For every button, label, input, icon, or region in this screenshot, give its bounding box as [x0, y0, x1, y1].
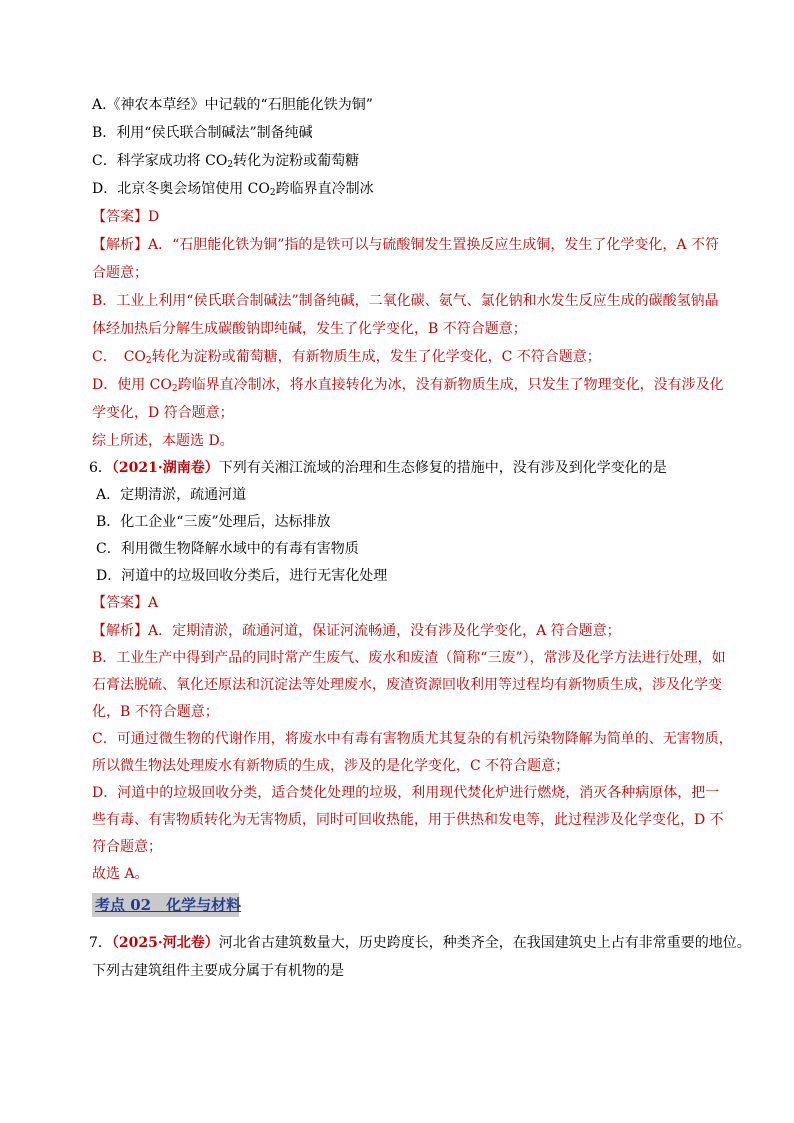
- q5-option-b: B．利用“侯氏联合制碱法”制备纯碱: [92, 125, 313, 141]
- q5-analysis-c-post: 转化为淀粉或葡萄糖，有新物质生成，发生了化学变化，C 不符合题意；: [151, 349, 601, 365]
- q5-option-c-post: 转化为淀粉或葡萄糖: [233, 153, 360, 169]
- q6-answer: 【答案】A: [92, 595, 159, 611]
- q5-analysis-line-4: 体经加热后分解生成碳酸钠即纯碱，发生了化学变化，B 不符合题意；: [92, 321, 527, 337]
- q6-option-a: A．定期清淤，疏通河道: [96, 487, 247, 503]
- q5-option-d: [92, 180, 374, 202]
- q7-stem-line-2: 下列古建筑组件主要成分属于有机物的是: [92, 963, 344, 979]
- q6-analysis-line-3: 石膏法脱硫、氧化还原法和沉淀法等处理废水，废渣资源回收利用等过程均有新物质生成，涉及化学变: [92, 677, 722, 693]
- q6-number: 6．: [89, 460, 112, 476]
- q5-summary: 综上所述，本题选 D。: [92, 433, 234, 449]
- q5-analysis-d-post: 跨临界直冷制冰，将水直接转化为冰，没有新物质生成，只发生了物理变化，没有涉及化: [177, 377, 724, 393]
- q7-number: 7．: [89, 935, 112, 951]
- q5-analysis-d-cont: 学变化，D 符合题意；: [92, 405, 234, 421]
- q5-answer: 【答案】D: [92, 209, 160, 225]
- q6-analysis-line-5: C．可通过微生物的代谢作用，将废水中有毒有害物质尤其复杂的有机污染物降解为简单的、无害物质，: [92, 731, 733, 747]
- q5-analysis-line-1: 【解析】A．“石胆能化铁为铜”指的是铁可以与硫酸铜发生置换反应生成铜，发生了化学变化，A 不符: [92, 237, 719, 253]
- q5-analysis-c-pre: C． CO: [92, 349, 146, 365]
- section-title: 考点 02 化学与材料: [95, 896, 242, 914]
- q5-option-c: [92, 152, 359, 174]
- q7-stem-text: 河北省古建筑数量大，历史跨度长，种类齐全，在我国建筑史上占有非常重要的地位。: [218, 935, 751, 951]
- q6-analysis-line-1: 【解析】A．定期清淤，疏通河道，保证河流畅通，没有涉及化学变化，A 符合题意；: [92, 623, 621, 639]
- q6-stem: [89, 459, 667, 477]
- q5-option-a: A.《神农本草经》中记载的“石胆能化铁为铜”: [92, 97, 373, 113]
- q5-option-c-sub: 2: [227, 160, 234, 170]
- q6-analysis-line-4: 化，B 不符合题意；: [92, 704, 219, 720]
- q5-option-d-pre: D．北京冬奥会场馆使用 CO: [92, 181, 270, 197]
- q5-option-c-pre: C．科学家成功将 CO: [92, 153, 228, 169]
- q5-analysis-d-sub: 2: [171, 384, 178, 394]
- q6-source: （2021·湖南卷）: [111, 460, 219, 476]
- q5-analysis-d: [92, 376, 724, 398]
- q7-source: （2025·河北卷）: [111, 935, 219, 951]
- q5-analysis-line-2: 合题意；: [92, 265, 148, 281]
- q5-option-d-post: 跨临界直冷制冰: [275, 181, 374, 197]
- q6-summary: 故选 A。: [92, 866, 149, 882]
- q6-option-b: B．化工企业“三废”处理后，达标排放: [96, 514, 331, 530]
- q5-analysis-c-sub: 2: [145, 356, 152, 366]
- q5-analysis-c: [92, 348, 601, 370]
- q6-analysis-line-6: 所以微生物法处理废水有新物质的生成，涉及的是化学变化，C 不符合题意；: [92, 758, 570, 774]
- section-header: [92, 893, 242, 917]
- q6-option-c: C．利用微生物降解水域中的有毒有害物质: [96, 541, 359, 557]
- q6-analysis-line-7: D．河道中的垃圾回收分类，适合焚化处理的垃圾，利用现代焚化炉进行燃烧，消灭各种病原体，把一: [92, 785, 720, 801]
- q6-analysis-line-9: 符合题意；: [92, 839, 162, 855]
- q6-analysis-line-2: B．工业生产中得到产品的同时常产生废气、废水和废渣（简称“三废”），常涉及化学方法进行处理，如: [92, 650, 726, 666]
- q6-analysis-line-8: 些有毒、有害物质转化为无害物质，同时可回收热能，用于供热和发电等，此过程涉及化学变化，D 不: [92, 812, 724, 828]
- q6-option-d: D．河道中的垃圾回收分类后，进行无害化处理: [96, 568, 388, 584]
- q5-analysis-line-3: B．工业上利用“侯氏联合制碱法”制备纯碱，二氧化碳、氨气、氯化钠和水发生反应生成的碳酸氢钠晶: [92, 293, 719, 309]
- q6-stem-text: 下列有关湘江流域的治理和生态修复的措施中，没有涉及到化学变化的是: [218, 460, 667, 476]
- q7-stem: [89, 934, 751, 952]
- q5-analysis-d-pre: D．使用 CO: [92, 377, 172, 393]
- q5-option-d-sub: 2: [269, 188, 276, 198]
